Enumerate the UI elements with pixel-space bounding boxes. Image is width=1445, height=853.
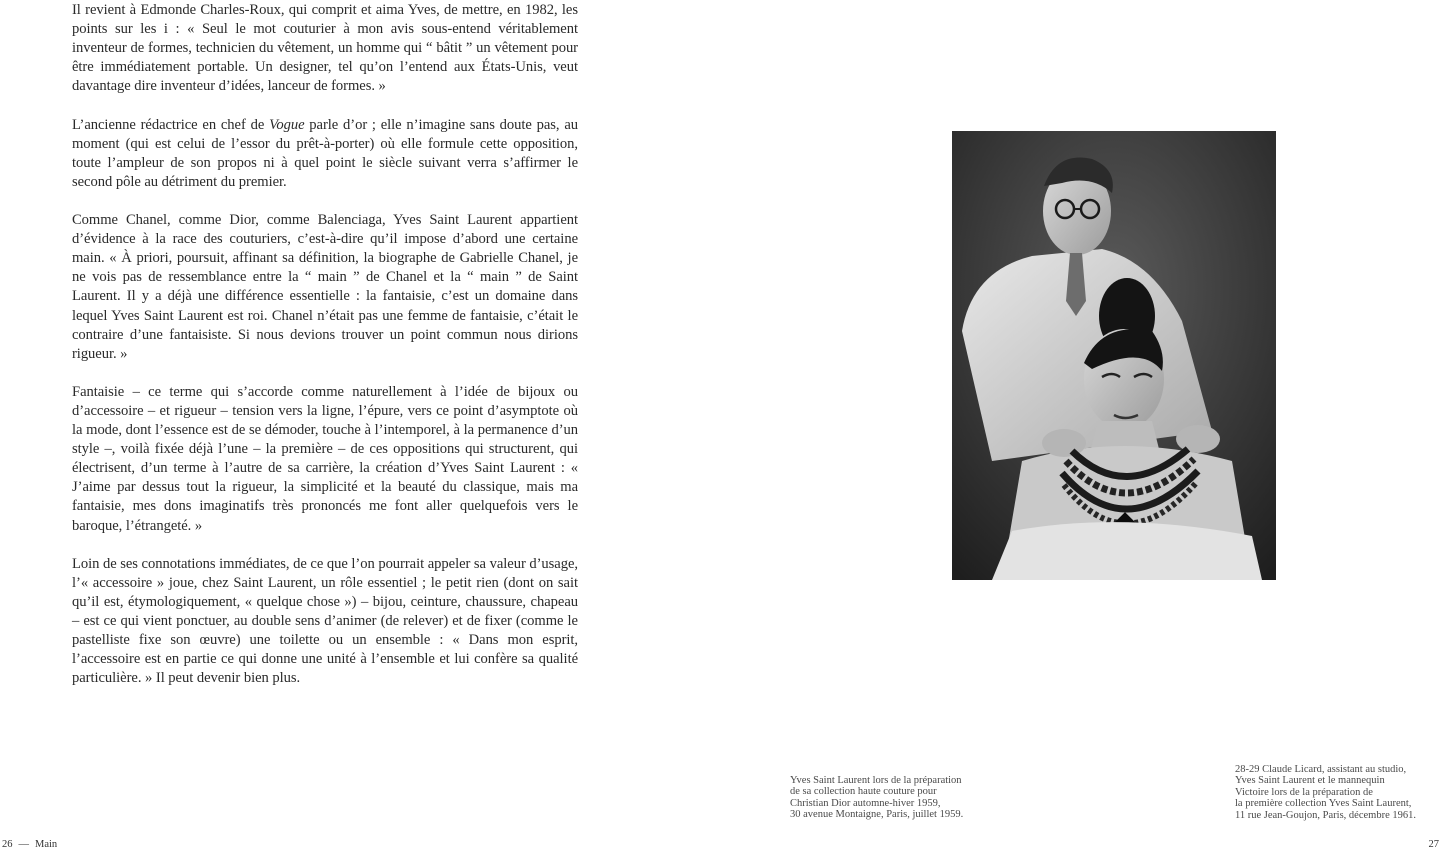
paragraph-1: Il revient à Edmonde Charles-Roux, qui comprit et aima Yves, de mettre, en 1982, les points sur les i : « Seul le mot couturier à mon avis sous-entend véritablement inventeur de formes, technicien du vêtement, un homme qui “ bâtit ” un vêtement pour être immédiatement portable. Un designer, tel qu’on l’entend aux États-Unis, veut davantage dire inventeur d’idées, lanceur de formes. » (72, 2, 578, 95)
photo-caption: Yves Saint Laurent lors de la préparation de sa collection haute couture pour Christian Dior automne-hiver 1959, 30 avenue Montaigne, Paris, juillet 1959. (790, 775, 964, 821)
left-page (0, 0, 722, 853)
body-text (72, 0, 578, 688)
page-number-left: 26 (2, 839, 13, 850)
paragraph-4: Fantaisie – ce terme qui s’accorde comme naturellement à l’idée de bijoux ou d’accessoire – et rigueur – tension vers la ligne, l’épure, vers ce point d’asymptote où la mode, dont l’essence est de se démoder, touche à l’intemporel, à la permanence d’un style –, voilà fixée déjà l’une – la première – de ces oppositions qui structurent, qui électrisent, d’un terme à l’autre de sa carrière, la création d’Yves Saint Laurent : « J’aime par dessus tout la rigueur, la simplicité et la beauté du classique, mais ma fantaisie, mes dons imaginatifs très prononcés me font aller quelquefois vers le baroque, l’étrangeté. » (72, 383, 578, 534)
paragraph-3: Comme Chanel, comme Dior, comme Balenciaga, Yves Saint Laurent appartient d’évidence à la race des couturiers, c’est-à-dire qu’il impose d’abord une certaine main. « À priori, poursuit, affinant sa définition, la biographe de Gabrielle Chanel, je ne vois pas de ressemblance entre la “ main ” de Chanel et la “ main ” de Saint Laurent. Il y a déjà une différence essentielle : la fantaisie, c’est un domaine dans lequel Yves Saint Laurent est roi. Chanel n’était pas une femme de fantaisie, c’était le contraire d’une fantaisiste. Si nous devions trouver un point commun nous dirions rigueur. » (72, 212, 578, 362)
page-number-right: 27 (1428, 839, 1439, 850)
photograph (952, 131, 1276, 580)
right-page (722, 0, 1445, 853)
paragraph-2 (72, 116, 578, 192)
paragraph-2-mid: parle d’or ; elle n’imagine sans doute pas, au moment (qui est celui de l’essor du prêt-à-porter) où elle formule cette (72, 116, 579, 152)
folio-dash: — (18, 839, 29, 850)
folio-left (2, 839, 57, 850)
paragraph-5: Loin de ses connotations immédiates, de ce que l’on pourrait appeler sa valeur d’usage, l’« accessoire » joue, chez Saint Laurent, un rôle essentiel ; le petit rien (dont on sait qu’il est, étymologiquement, « quelque chose ») – bijou, ceinture, chaussure, chapeau – est ce qui vient ponctuer, au double sens d’animer (de relever) et de fixer (comme le pastelliste fixe son œuvre) une toilette ou un ensemble : « Dans mon esprit, l’accessoire est en partie ce qui donne une unité à l’ensemble et lui confère sa qualité particulière. » Il peut devenir bien plus. (72, 555, 578, 687)
vogue-title: Vogue (269, 116, 305, 133)
next-spread-caption: 28-29 Claude Licard, assistant au studio, Yves Saint Laurent et le mannequin Victoire lors de la préparation de la première collection Yves Saint Laurent, 11 rue Jean-Goujon, Paris, décembre 1961. (1235, 764, 1416, 821)
paragraph-2-end: opposition, toute l’ampleur de son propos ni à quel point le siècle suivant verra s’affirmer le second pôle au détriment du premier. (72, 135, 578, 190)
photo-illustration (952, 131, 1276, 580)
section-name: Main (35, 839, 58, 850)
paragraph-2-start: L’ancienne rédactrice en chef de (72, 116, 270, 133)
